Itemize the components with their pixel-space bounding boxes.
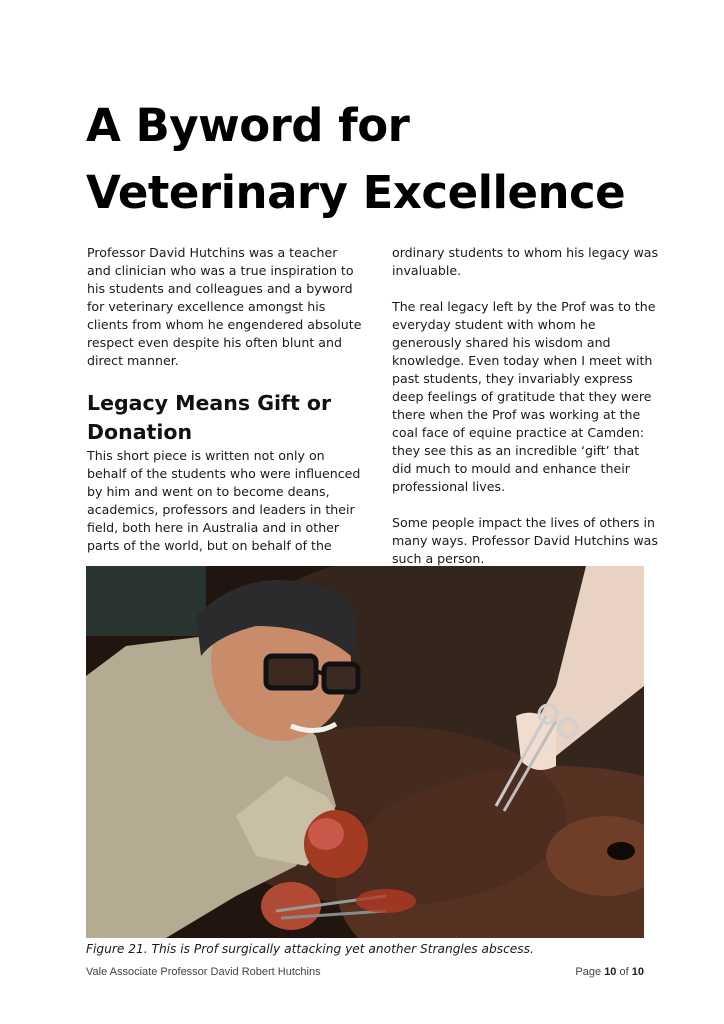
closing-paragraph: Some people impact the lives of others in many ways. Professor David Hutchins was such a person. <box>392 515 658 566</box>
figure-caption: Figure 21. This is Prof surgically attacking yet another Strangles abscess. <box>86 942 534 956</box>
title-line-1: A Byword for <box>86 99 410 152</box>
real-legacy-paragraph: The real legacy left by the Prof was to the everyday student with whom he generously shared his wisdom and knowledge. Even today when I meet with past students, they invariably express deep feelings of gratitude that they were there when the Prof was working at the coal face of equine practice at Camden: they see this as an incredible ‘gift’ that did much to mould and enhance their professional lives. <box>392 299 656 494</box>
page-title <box>86 92 666 226</box>
section-heading: Legacy Means Gift or Donation <box>87 391 332 444</box>
footer-title: Vale Associate Professor David Robert Hutchins <box>86 966 321 978</box>
left-column <box>87 244 362 555</box>
legacy-paragraph: This short piece is written not only on behalf of the students who were influenced by him and went on to become deans, academics, professors and leaders in their field, both here in Australia and in other parts of the world, but on behalf of the <box>87 448 361 553</box>
continued-paragraph: ordinary students to whom his legacy was invaluable. <box>392 245 659 278</box>
surgery-photo <box>86 566 644 938</box>
title-line-2: Veterinary Excellence <box>86 166 626 219</box>
page-prefix: Page <box>575 966 602 978</box>
page-number <box>575 966 644 978</box>
page-total: 10 <box>631 966 644 978</box>
page-of: of <box>619 966 629 978</box>
page-current: 10 <box>604 966 617 978</box>
surgery-photo-illustration <box>86 566 644 938</box>
right-column <box>392 244 662 568</box>
intro-paragraph: Professor David Hutchins was a teacher and clinician who was a true inspiration to his students and colleagues and a byword for veterinary excellence amongst his clients from whom he engendered absolute respect even despite his often blunt and direct manner. <box>87 245 362 368</box>
